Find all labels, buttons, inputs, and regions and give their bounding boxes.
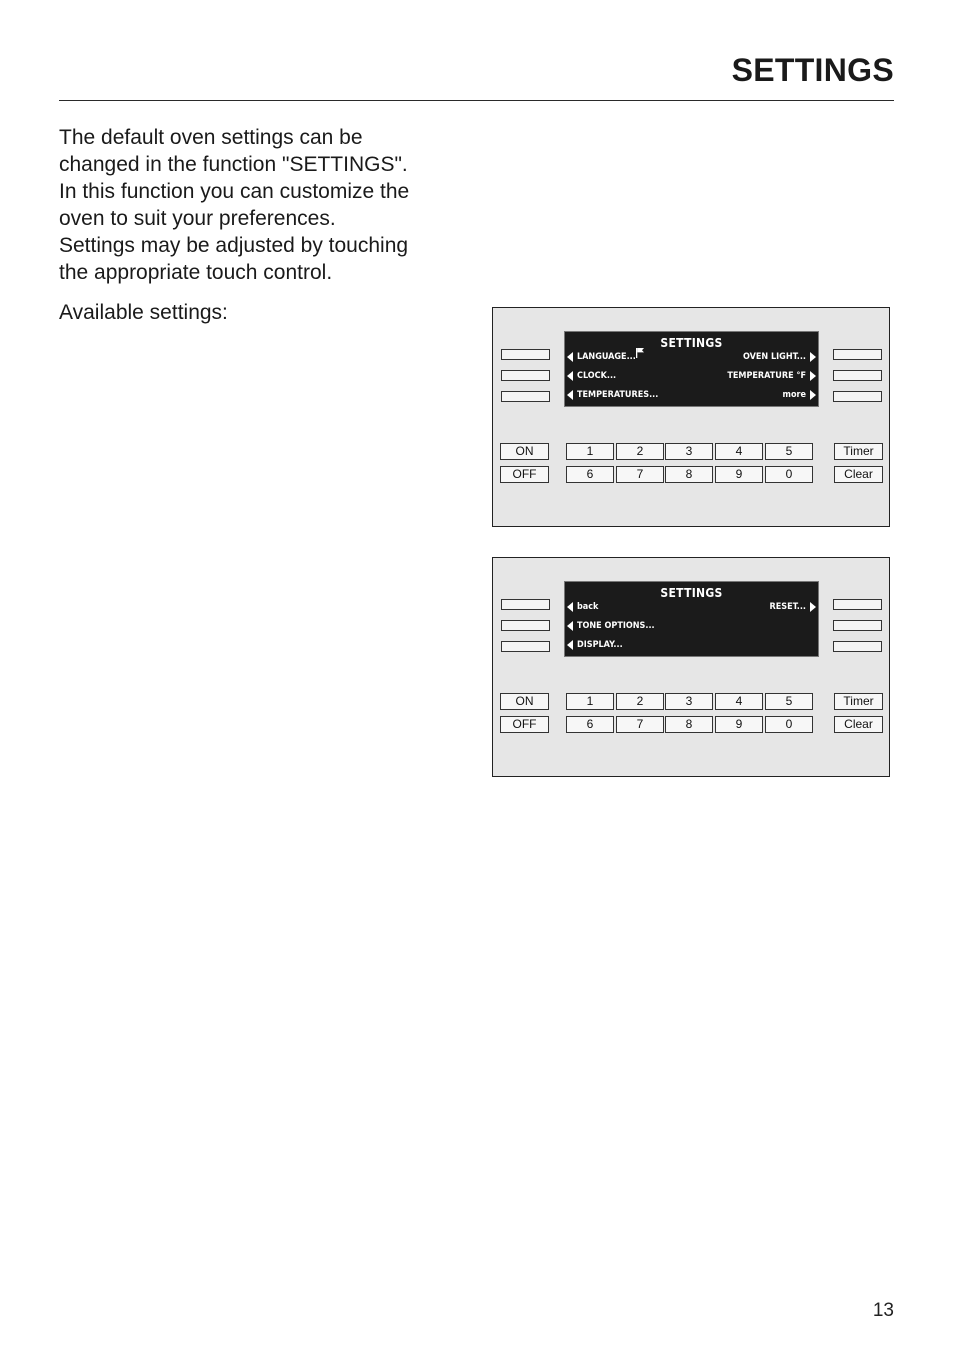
on-button[interactable]: ON xyxy=(500,443,549,460)
flag-icon xyxy=(636,348,644,358)
digit-6-button[interactable]: 6 xyxy=(566,716,614,733)
digit-0-button[interactable]: 0 xyxy=(765,716,813,733)
left-arrow-icon xyxy=(567,621,573,631)
digit-6-button[interactable]: 6 xyxy=(566,466,614,483)
digit-1-button[interactable]: 1 xyxy=(566,443,614,460)
right-arrow-icon xyxy=(810,602,816,612)
left-softkey-3[interactable] xyxy=(501,641,550,652)
right-softkey-3[interactable] xyxy=(833,641,882,652)
option-temperatures[interactable]: TEMPERATURES... xyxy=(577,390,659,400)
digit-3-button[interactable]: 3 xyxy=(665,693,713,710)
left-softkey-3[interactable] xyxy=(501,391,550,402)
off-button[interactable]: OFF xyxy=(500,716,549,733)
left-arrow-icon xyxy=(567,602,573,612)
left-arrow-icon xyxy=(567,390,573,400)
right-softkey-2[interactable] xyxy=(833,370,882,381)
digit-7-button[interactable]: 7 xyxy=(616,716,664,733)
intro-line: In this function you can customize the xyxy=(59,180,410,203)
digit-5-button[interactable]: 5 xyxy=(765,443,813,460)
right-softkey-3[interactable] xyxy=(833,391,882,402)
digit-0-button[interactable]: 0 xyxy=(765,466,813,483)
display-screen xyxy=(564,581,819,657)
digit-4-button[interactable]: 4 xyxy=(715,443,763,460)
digit-9-button[interactable]: 9 xyxy=(715,716,763,733)
intro-line: Settings may be adjusted by touching xyxy=(59,234,409,257)
right-softkey-1[interactable] xyxy=(833,349,882,360)
left-softkey-2[interactable] xyxy=(501,370,550,381)
right-arrow-icon xyxy=(810,352,816,362)
title-divider xyxy=(59,100,894,101)
left-arrow-icon xyxy=(567,371,573,381)
left-arrow-icon xyxy=(567,352,573,362)
option-oven-light[interactable]: OVEN LIGHT... xyxy=(742,352,806,362)
screen-title: SETTINGS xyxy=(660,586,723,600)
available-settings-label: Available settings: xyxy=(59,301,228,324)
clear-button[interactable]: Clear xyxy=(834,466,883,483)
off-button[interactable]: OFF xyxy=(500,466,549,483)
left-arrow-icon xyxy=(567,640,573,650)
option-tone-options[interactable]: TONE OPTIONS... xyxy=(577,621,655,631)
option-language[interactable]: LANGUAGE... xyxy=(577,352,636,362)
option-clock[interactable]: CLOCK... xyxy=(577,371,617,381)
clear-button[interactable]: Clear xyxy=(834,716,883,733)
timer-button[interactable]: Timer xyxy=(834,443,883,460)
option-temperature-unit[interactable]: TEMPERATURE °F xyxy=(727,371,806,381)
option-back[interactable]: back xyxy=(577,602,599,612)
intro-paragraph xyxy=(59,124,459,286)
digit-3-button[interactable]: 3 xyxy=(665,443,713,460)
timer-button[interactable]: Timer xyxy=(834,693,883,710)
left-softkey-1[interactable] xyxy=(501,349,550,360)
right-softkey-1[interactable] xyxy=(833,599,882,610)
left-softkey-2[interactable] xyxy=(501,620,550,631)
digit-8-button[interactable]: 8 xyxy=(665,716,713,733)
digit-1-button[interactable]: 1 xyxy=(566,693,614,710)
intro-line: changed in the function "SETTINGS". xyxy=(59,153,408,176)
intro-line: oven to suit your preferences. xyxy=(59,207,336,230)
left-softkey-1[interactable] xyxy=(501,599,550,610)
option-display[interactable]: DISPLAY... xyxy=(577,640,623,650)
intro-line: The default oven settings can be xyxy=(59,126,363,149)
on-button[interactable]: ON xyxy=(500,693,549,710)
right-arrow-icon xyxy=(810,371,816,381)
oven-control-panel-settings-page-2 xyxy=(492,557,890,777)
right-arrow-icon xyxy=(810,390,816,400)
digit-9-button[interactable]: 9 xyxy=(715,466,763,483)
digit-8-button[interactable]: 8 xyxy=(665,466,713,483)
right-softkey-2[interactable] xyxy=(833,620,882,631)
digit-5-button[interactable]: 5 xyxy=(765,693,813,710)
option-more[interactable]: more xyxy=(782,390,806,400)
digit-2-button[interactable]: 2 xyxy=(616,693,664,710)
oven-control-panel-settings-page-1 xyxy=(492,307,890,527)
page-number: 13 xyxy=(872,1300,894,1321)
digit-2-button[interactable]: 2 xyxy=(616,443,664,460)
intro-line: the appropriate touch control. xyxy=(59,261,333,284)
display-screen xyxy=(564,331,819,407)
screen-title: SETTINGS xyxy=(660,336,723,350)
digit-7-button[interactable]: 7 xyxy=(616,466,664,483)
option-reset[interactable]: RESET... xyxy=(769,602,806,612)
digit-4-button[interactable]: 4 xyxy=(715,693,763,710)
page-title: SETTINGS xyxy=(731,52,894,88)
